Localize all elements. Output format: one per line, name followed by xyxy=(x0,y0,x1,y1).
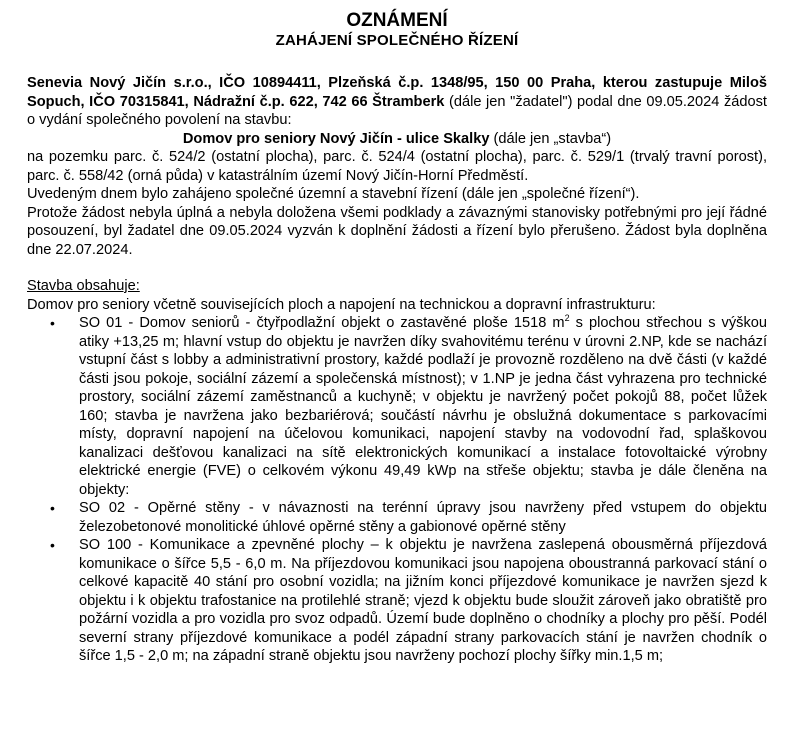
interruption-paragraph: Protože žádost nebyla úplná a nebyla doložena všemi podklady a závaznými stanovisky potřebnými pro její řádné posouzení, byl žadatel dne 09.05.2024 vyzván k doplnění žádosti a řízení bylo přerušeno. Žádost byla doplněna dne 22.07.2024. xyxy=(27,204,767,258)
building-name-line xyxy=(27,130,767,149)
bullet-icon: • xyxy=(50,315,55,331)
applicant-name: Senevia Nový Jičín s.r.o., IČO 10894411, Plzeňská č.p. 1348/95, 150 00 Praha, kterou zastupuje Miloš Sopuch, IČO 70315841, Nádražní č.p. 622, 742 66 Štramberk xyxy=(27,75,767,110)
list-item-text-cont: s plochou střechou s výškou atiky +13,25 m; hlavní vstup do objektu je navržen díky svahovitému terénu v úrovni 2.NP, kde se nachází vstupní část s lobby a administrativní prostory, každé podlaží je provozně rozděleno na dvě části (v každé části jsou pokoje, sociální zázemí a společenská místnost); v 1.NP je jedna část vyhrazena pro technické prostory, sociální zázemí zaměstnanců a kuchyně; v objektu je navržený počet pokojů 88, počet lůžek 160; stavba je navržena jako bezbariérová; součástí návrhu je obslužná dokumentace s parkovacími místy, dopravní napojení na účelovou komunikaci, napojení stavby na vodovodní řad, splaškovou kanalizaci dešťovou kanalizaci na sítě elektronických komunikací a instalace fotovoltaické výrobny elektrické energie (FVE) o celkovém výkonu 49,49 kWp na střeše objektu; stavba je dále členěna na objekty: xyxy=(79,315,767,498)
list-item-text: SO 100 - Komunikace a zpevněné plochy – k objektu je navržena zaslepená obousměrná příjezdová komunikace o šířce 5,5 - 6,0 m. Na příjezdovou komunikaci jsou napojena oboustranná parkovací stání o celkové kapacitě 40 stání pro osobní vozidla; na jižním konci příjezdové komunikace je navržen sjezd k objektu i k objektu trafostanice na protilehlé straně; vjezd k objektu bude sloužit zároveň jako obratiště pro požární vozidla a pro vozidla pro svoz odpadů. Území bude doplněno o chodníky a plochy pro pěší. Podél severní strany příjezdové komunikace a podél západní strany parkovacích stání je navržen chodník o šířce 1,5 - 2,0 m; na západní straně objektu jsou navrženy pochozí plochy šířky min.1,5 m; xyxy=(79,537,767,664)
bullet-icon: • xyxy=(50,537,55,553)
bullet-icon: • xyxy=(50,500,55,516)
superscript: 2 xyxy=(564,313,570,324)
building-alias: (dále jen „stavba“) xyxy=(489,130,612,147)
building-objects-list xyxy=(27,314,767,666)
list-item-so02 xyxy=(27,499,767,536)
spacer xyxy=(27,259,767,277)
applicant-request: (dále jen "žadatel") podal dne 09.05.2024 žádost o vydání společného povolení na stavbu: xyxy=(27,93,767,128)
commencement-paragraph: Uvedeným dnem bylo zahájeno společné územní a stavební řízení (dále jen „společné řízení“). xyxy=(27,186,640,202)
content-heading: Stavba obsahuje: xyxy=(27,278,140,294)
list-item-so100 xyxy=(27,536,767,666)
content-lead: Domov pro seniory včetně souvisejících ploch a napojení na technickou a dopravní infrastrukturu: xyxy=(27,296,656,313)
document-page xyxy=(27,10,767,666)
list-item-text: SO 02 - Opěrné stěny - v návaznosti na terénní úpravy jsou navrženy před vstupem do objektu železobetonové monolitické úhlové opěrné stěny a gabionové opěrné stěny xyxy=(79,500,767,535)
document-title: OZNÁMENÍ xyxy=(346,10,448,31)
list-item-text: SO 01 - Domov seniorů - čtyřpodlažní objekt o zastavěné ploše 1518 m xyxy=(79,315,565,331)
list-item-so01 xyxy=(27,314,767,499)
building-name: Domov pro seniory Nový Jičín - ulice Skalky xyxy=(182,130,490,147)
location-paragraph: na pozemku parc. č. 524/2 (ostatní plocha), parc. č. 524/4 (ostatní plocha), parc. č. 529/1 (trvalý travní porost), parc. č. 558/42 (orná půda) v katastrálním území Nový Jičín-Horní Předměstí. xyxy=(27,149,767,184)
document-subtitle: ZAHÁJENÍ SPOLEČNÉHO ŘÍZENÍ xyxy=(275,32,519,49)
applicant-paragraph xyxy=(27,74,767,130)
